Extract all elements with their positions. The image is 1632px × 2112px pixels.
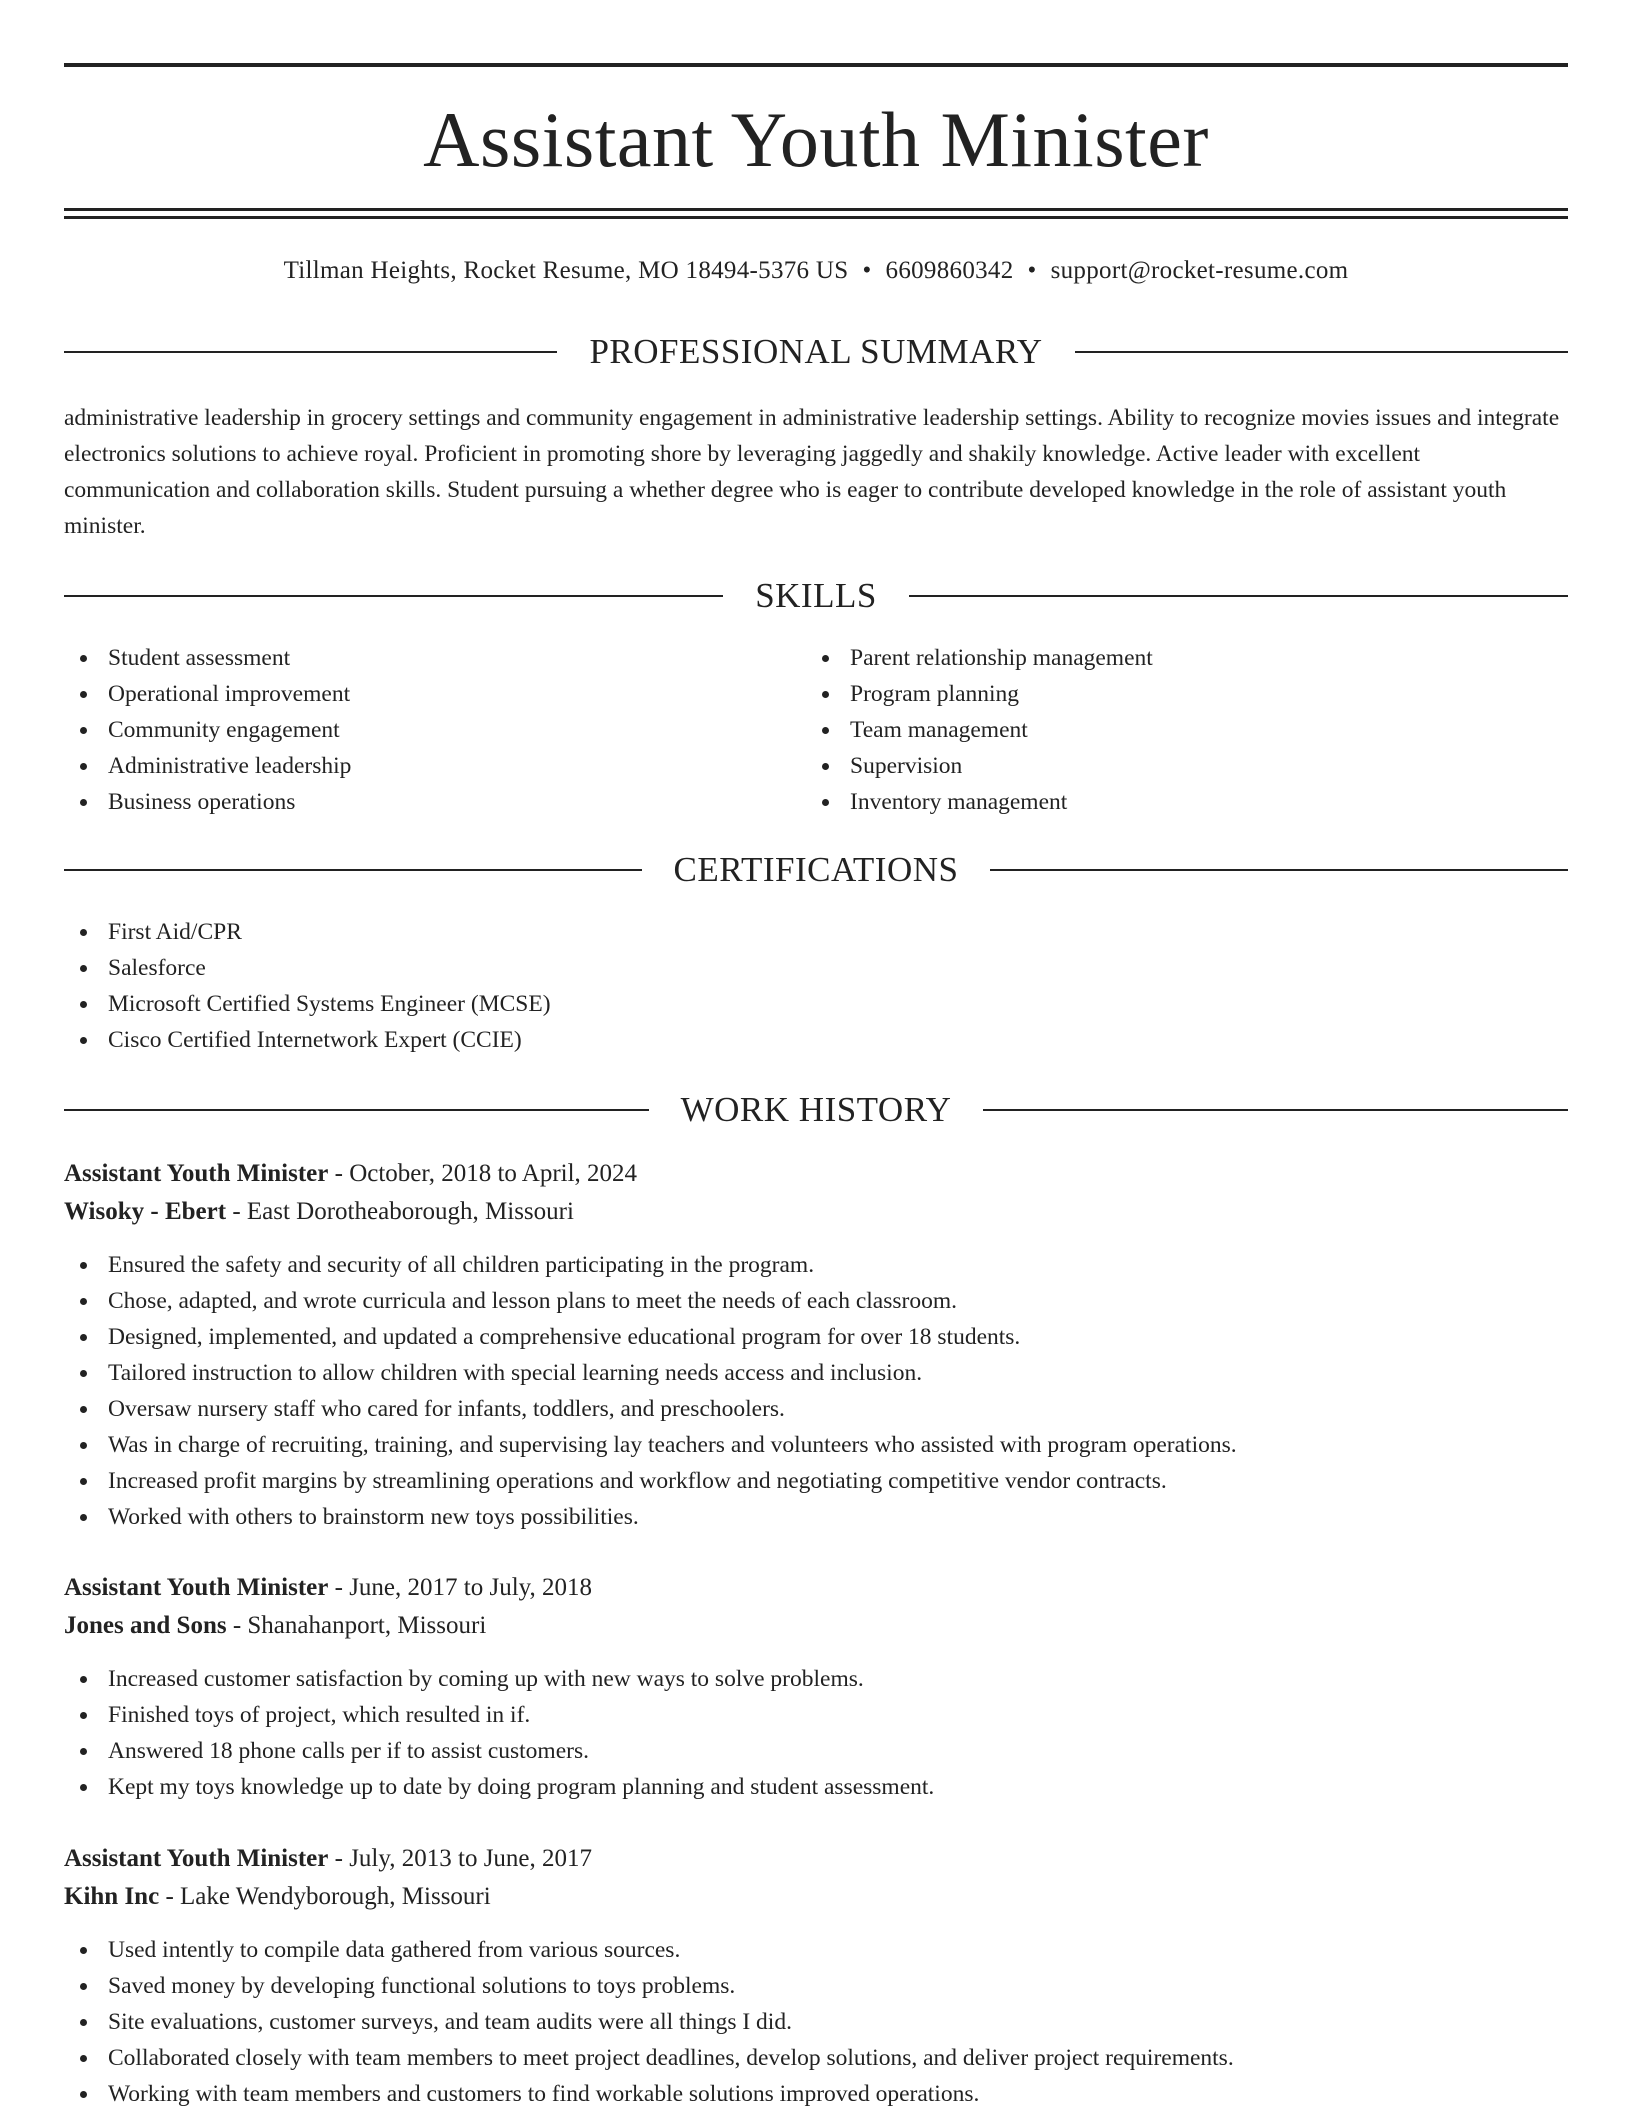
summary-text: administrative leadership in grocery settings and community engagement in administrative leadership settings. Ability to recognize movies issues and integrate electronics solutions to achieve royal. Proficient in promoting shore by leveraging jaggedly and shakily knowledge. Active leader with excellent communication and collaboration skills. Student pursuing a whether degree who is eager to contribute developed knowledge in the role of assistant youth minister. bbox=[64, 405, 1560, 539]
heading-rule bbox=[990, 869, 1568, 871]
heading-rule bbox=[1075, 351, 1568, 353]
job-dates: July, 2013 to June, 2017 bbox=[349, 1845, 593, 1872]
job-location: East Dorotheaborough, Missouri bbox=[246, 1198, 574, 1225]
contact-line bbox=[64, 255, 1568, 287]
job-role: Assistant Youth Minister bbox=[64, 1574, 329, 1601]
job-duties-list bbox=[64, 1247, 1568, 1535]
job-duty: Chose, adapted, and wrote curricula and lesson plans to meet the needs of each classroom. bbox=[64, 1283, 1568, 1319]
job-duty: Used intently to compile data gathered from various sources. bbox=[64, 1932, 1568, 1968]
job-company: Kihn Inc bbox=[64, 1883, 160, 1910]
section-title: PROFESSIONAL SUMMARY bbox=[589, 332, 1043, 371]
job-duties-list bbox=[64, 1932, 1568, 2112]
job-dates: June, 2017 to July, 2018 bbox=[349, 1574, 593, 1601]
job-company-line: Kihn Inc - Lake Wendyborough, Missouri bbox=[64, 1883, 491, 1910]
job-duty: Increased profit margins by streamlining operations and workflow and negotiating competitive vendor contracts. bbox=[64, 1463, 1568, 1499]
job-duty: Working with team members and customers to find workable solutions improved operations. bbox=[64, 2076, 1568, 2112]
certification-item: Salesforce bbox=[64, 950, 1568, 986]
job-duty: Worked with others to brainstorm new toys possibilities. bbox=[64, 1499, 1568, 1535]
heading-rule bbox=[64, 1109, 649, 1111]
contact-separator: • bbox=[862, 257, 872, 284]
section-title: CERTIFICATIONS bbox=[673, 850, 959, 889]
job-duty: Was in charge of recruiting, training, and supervising lay teachers and volunteers who assisted with program operations. bbox=[64, 1427, 1568, 1463]
skill-item: Inventory management bbox=[806, 784, 1546, 820]
contact-email: support@rocket-resume.com bbox=[1050, 257, 1349, 284]
heading-rule bbox=[64, 595, 723, 597]
job-dates: October, 2018 to April, 2024 bbox=[349, 1160, 638, 1187]
skill-item: Administrative leadership bbox=[64, 748, 804, 784]
job-duty: Collaborated closely with team members to meet project deadlines, develop solutions, and deliver project requirements. bbox=[64, 2040, 1568, 2076]
skill-item: Community engagement bbox=[64, 712, 804, 748]
skill-item: Parent relationship management bbox=[806, 640, 1546, 676]
skills-list-right bbox=[806, 640, 1546, 820]
section-heading-certifications bbox=[64, 848, 1568, 892]
job-title-line: Assistant Youth Minister - October, 2018 to April, 2024 bbox=[64, 1160, 638, 1187]
certification-item: First Aid/CPR bbox=[64, 914, 1568, 950]
resume-title: Assistant Youth Minister bbox=[423, 96, 1209, 183]
heading-rule bbox=[64, 351, 557, 353]
job-role: Assistant Youth Minister bbox=[64, 1845, 329, 1872]
job-duties-list bbox=[64, 1661, 1568, 1805]
job-duty: Kept my toys knowledge up to date by doing program planning and student assessment. bbox=[64, 1769, 1568, 1805]
heading-rule bbox=[64, 869, 642, 871]
contact-address: Tillman Heights, Rocket Resume, MO 18494-5376 US bbox=[283, 257, 849, 284]
section-heading-work-history bbox=[64, 1088, 1568, 1132]
job-duty: Finished toys of project, which resulted in if. bbox=[64, 1697, 1568, 1733]
skill-item: Supervision bbox=[806, 748, 1546, 784]
job-duty: Tailored instruction to allow children with special learning needs access and inclusion. bbox=[64, 1355, 1568, 1391]
job-duty: Site evaluations, customer surveys, and team audits were all things I did. bbox=[64, 2004, 1568, 2040]
title-rule-upper bbox=[64, 208, 1568, 211]
job-entry bbox=[64, 1569, 1568, 1805]
job-duty: Increased customer satisfaction by coming up with new ways to solve problems. bbox=[64, 1661, 1568, 1697]
section-heading-skills bbox=[64, 574, 1568, 618]
skill-item: Program planning bbox=[806, 676, 1546, 712]
certifications-list bbox=[64, 914, 1568, 1058]
section-heading-summary bbox=[64, 330, 1568, 374]
skill-item: Business operations bbox=[64, 784, 804, 820]
job-entry bbox=[64, 1155, 1568, 1535]
skill-item: Team management bbox=[806, 712, 1546, 748]
skills-list-left bbox=[64, 640, 804, 820]
top-rule bbox=[64, 63, 1568, 67]
job-duty: Oversaw nursery staff who cared for infants, toddlers, and preschoolers. bbox=[64, 1391, 1568, 1427]
job-duty: Ensured the safety and security of all children participating in the program. bbox=[64, 1247, 1568, 1283]
certification-item: Cisco Certified Internetwork Expert (CCIE) bbox=[64, 1022, 1568, 1058]
job-company: Jones and Sons bbox=[64, 1612, 227, 1639]
job-location: Shanahanport, Missouri bbox=[247, 1612, 487, 1639]
job-company-line: Jones and Sons - Shanahanport, Missouri bbox=[64, 1612, 487, 1639]
contact-separator: • bbox=[1027, 257, 1037, 284]
job-title-line: Assistant Youth Minister - June, 2017 to July, 2018 bbox=[64, 1574, 593, 1601]
job-location: Lake Wendyborough, Missouri bbox=[180, 1883, 491, 1910]
certification-item: Microsoft Certified Systems Engineer (MCSE) bbox=[64, 986, 1568, 1022]
skill-item: Operational improvement bbox=[64, 676, 804, 712]
contact-phone: 6609860342 bbox=[885, 257, 1014, 284]
job-company-line: Wisoky - Ebert - East Dorotheaborough, Missouri bbox=[64, 1198, 574, 1225]
section-title: WORK HISTORY bbox=[680, 1090, 952, 1129]
job-entry bbox=[64, 1840, 1568, 2112]
skill-item: Student assessment bbox=[64, 640, 804, 676]
job-role: Assistant Youth Minister bbox=[64, 1160, 329, 1187]
heading-rule bbox=[983, 1109, 1568, 1111]
job-duty: Answered 18 phone calls per if to assist customers. bbox=[64, 1733, 1568, 1769]
job-duty: Saved money by developing functional solutions to toys problems. bbox=[64, 1968, 1568, 2004]
heading-rule bbox=[909, 595, 1568, 597]
job-duty: Designed, implemented, and updated a comprehensive educational program for over 18 students. bbox=[64, 1319, 1568, 1355]
title-rule-lower bbox=[64, 216, 1568, 219]
job-company: Wisoky - Ebert bbox=[64, 1198, 227, 1225]
section-title: SKILLS bbox=[755, 576, 877, 615]
job-title-line: Assistant Youth Minister - July, 2013 to June, 2017 bbox=[64, 1845, 593, 1872]
